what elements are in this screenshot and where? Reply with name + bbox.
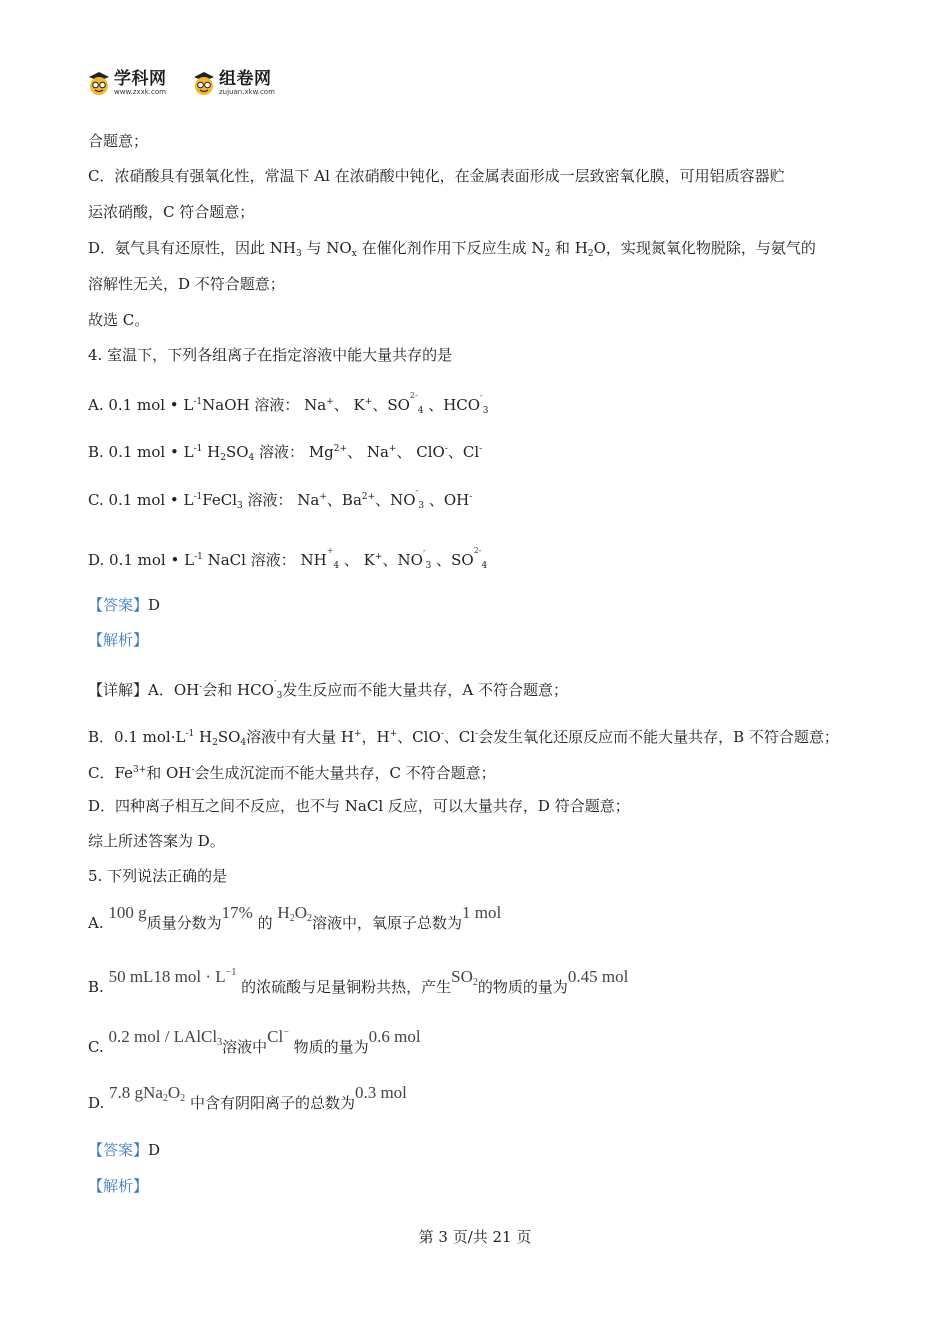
logo-url: www.zxxk.com	[114, 88, 166, 96]
option-5d: D. 7.8 gNa2O2 中含有阴阳离子的总数为0.3 mol	[88, 1083, 407, 1112]
text-line: D．氨气具有还原性，因此 $NH_3$ 与 $NO_x$ 在催化剂作用下反应生成 $N_2$ 和 $H_2O$，实现氮氧化物脱除，与氨气的	[88, 239, 816, 259]
option-4c: C. 0.1 mol • $L^{-1}FeCl_3$ 溶液： Na+、$Ba^{2+}$、$NO^-_3$ 、OH-	[88, 486, 473, 511]
option-5a: A. 100 g质量分数为17% 的 H2O2溶液中，氧原子总数为1 mol	[88, 903, 502, 932]
text-line: 合题意；	[88, 132, 149, 150]
text-line: C．浓硝酸具有强氧化性，常温下 Al 在浓硝酸中钝化，在金属表面形成一层致密氧化膜，可用铝质容器贮	[88, 167, 785, 185]
page-footer: 第 3 页/共 21 页	[418, 1228, 532, 1246]
detail-line: 综上所述答案为 D。	[88, 832, 225, 850]
logo-name: 组卷网	[219, 69, 272, 89]
text-line: 溶解性无关，D 不符合题意；	[88, 275, 285, 293]
option-4b: B. 0.1 mol • $L^{-1}$ $H_2SO_4$ 溶液： $Mg^{2+}$、 Na+、 ClO-、Cl-	[88, 443, 483, 463]
option-5b: B. 50 mL18 mol · $L^{-1}$ 的浓硫酸与足量铜粉共热，产生SO2的物质的量为0.45 mol	[88, 967, 629, 996]
logo-name: 学科网	[114, 69, 167, 89]
detail-line: C．$Fe^{3+}$和 OH-会生成沉淀而不能大量共存，C 不符合题意；	[88, 764, 496, 782]
analysis-5-tag: 【解析】	[88, 1177, 149, 1195]
logo-xueke	[86, 70, 167, 96]
analysis-4-tag: 【解析】	[88, 631, 149, 649]
detail-line: 【详解】A．OH-会和 $HCO^-_3$发生反应而不能大量共存，A 不符合题意；	[88, 676, 568, 701]
mascot-icon	[86, 70, 112, 96]
answer-5: 【答案】D	[88, 1141, 161, 1159]
answer-4: 【答案】D	[88, 596, 161, 614]
mascot-icon	[191, 70, 217, 96]
detail-line: D．四种离子相互之间不反应，也不与 NaCl 反应，可以大量共存，D 符合题意；	[88, 797, 630, 815]
option-4a: A. 0.1 mol • $L^{-1}NaOH$ 溶液： Na+、 K+、$SO^{2-}_4$ 、$HCO^-_3$	[88, 391, 489, 416]
logo-zujuan	[191, 70, 275, 96]
question-4-stem: 4. 室温下，下列各组离子在指定溶液中能大量共存的是	[88, 346, 453, 364]
question-5-stem: 5. 下列说法正确的是	[88, 867, 228, 885]
option-4d: D. 0.1 mol • $L^{-1}$ NaCl 溶液： $NH^+_4$ 、 K+、$NO^-_3$ 、$SO^{2-}_4$	[88, 546, 488, 571]
logo-url: zujuan.xkw.com	[219, 88, 275, 96]
detail-line: B．0.1 $mol\cdot L^{-1}$ $H_2SO_4$溶液中有大量 H+，H+、ClO-、Cl-会发生氧化还原反应而不能大量共存，B 不符合题意；	[88, 728, 839, 748]
text-line: 故选 C。	[88, 311, 150, 329]
text-line: 运浓硝酸，C 符合题意；	[88, 203, 255, 221]
option-5c: C. 0.2 mol / LAlCl3溶液中Cl− 物质的量为0.6 mol	[88, 1027, 421, 1056]
